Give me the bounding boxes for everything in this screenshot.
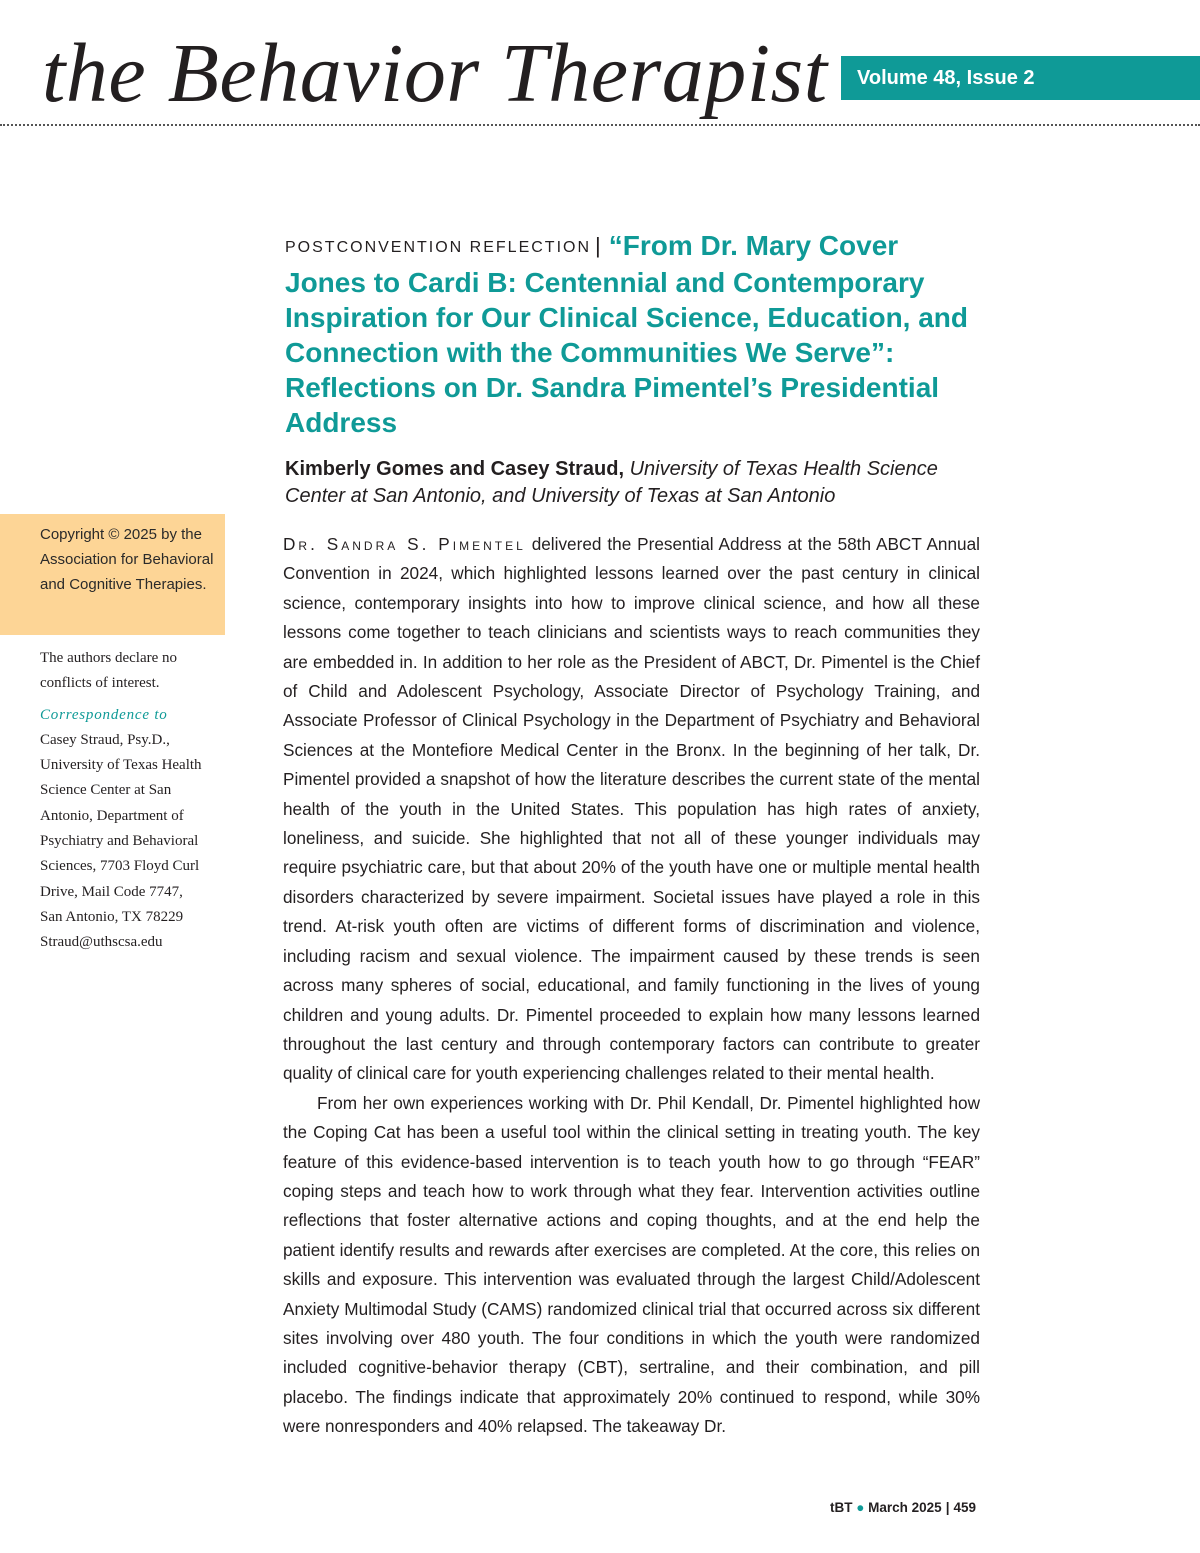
byline-affiliation: University of Texas Health Science Center at San Antonio, and University of Texas at San Antonio [285, 458, 938, 507]
correspondence-city: San Antonio, TX 78229 [40, 908, 184, 925]
lead-in-small-caps: Dr. Sandra S. Pimentel [283, 534, 526, 554]
body-paragraph-1 [283, 530, 980, 1089]
article-header [285, 228, 975, 510]
page-footer [830, 1500, 976, 1515]
footer-dot-icon: ● [856, 1500, 865, 1515]
correspondence-email: Straud@uthscsa.edu [40, 934, 163, 951]
footer-journal: tBT [829, 1500, 853, 1515]
kicker-separator: | [595, 233, 601, 258]
byline-authors: Kimberly Gomes and Casey Straud, [285, 458, 625, 480]
copyright-notice: Copyright © 2025 by the Association for Behavioral and Cognitive Therapies. [0, 514, 225, 635]
article-title: “From Dr. Mary Cover Jones to Cardi B: Centennial and Contemporary Inspiration for Our Clinical Science, Education, and Connection with the Communities We Serve”: Reflections on Dr. Sandra Pimentel’s Presidential Address [285, 230, 969, 438]
conflict-statement: The authors declare no conflicts of interest. [40, 650, 178, 692]
masthead-divider [0, 124, 1200, 126]
article-body [283, 530, 980, 1442]
correspondence-name: Casey Straud, Psy.D., [40, 731, 170, 748]
body-paragraph-2: From her own experiences working with Dr. Phil Kendall, Dr. Pimentel highlighted how the Coping Cat has been a useful tool within the clinical setting in treating youth. The key feature of this evidence-based intervention is to teach youth how to go through “FEAR” coping steps and teach how to work through what they fear. Intervention activities outline reflections that foster alternative actions and coping thoughts, and at the end help the patient identify results and rewards after exercises are completed. At the core, this relies on skills and exposure. This intervention was evaluated through the largest Child/Adolescent Anxiety Multimodal Study (CAMS) randomized clinical trial that occurred across six different sites involving over 480 youth. The four conditions in which the youth were randomized included cognitive-behavior therapy (CBT), sertraline, and their combination, and pill placebo. The findings indicate that approximately 20% continued to respond, while 30% were nonresponders and 40% relapsed. The takeaway Dr. [283, 1092, 980, 1437]
sidebar-notes [40, 646, 225, 956]
byline [285, 456, 975, 510]
correspondence-address: University of Texas Health Science Center at San Antonio, Department of Psychiatry and Behavioral Sciences, 7703 Floyd Curl Drive, Mail Code 7747, [40, 757, 202, 900]
correspondence-label: Correspondence to [40, 706, 168, 723]
issue-badge: Volume 48, Issue 2 [841, 56, 1200, 100]
section-kicker: POSTCONVENTION REFLECTION [285, 239, 592, 256]
footer-date: March 2025 [868, 1500, 942, 1515]
page-number: 459 [953, 1500, 976, 1515]
footer-separator: | [945, 1500, 950, 1515]
masthead-title: the Behavior Therapist [42, 27, 828, 120]
paragraph-1-text: delivered the Presential Address at the 58th ABCT Annual Convention in 2024, which highlighted lessons learned over the past century in clinical science, contemporary insights into how to improve clinical science, and how all these lessons come together to teach clinicians and scientists ways to reach communities they are embedded in. In addition to her role as the President of ABCT, Dr. Pimentel is the Chief of Child and Adolescent Psychology, Associate Director of Psychology Training, and Associate Professor of Clinical Psychology in the Department of Psychiatry and Behavioral Sciences at the Montefiore Medical Center in the Bronx. In the beginning of her talk, Dr. Pimentel provided a snapshot of how the literature describes the current state of the mental health of the youth in the United States. This population has high rates of anxiety, loneliness, and suicide. She highlighted that not all of these younger individuals may require psychiatric care, but that about 20% of the youth have one or multiple mental health disorders characterized by severe impairment. Societal issues have played a role in this trend. At-risk youth often are victims of different forms of discrimination and violence, including racism and sexual violence. The impairment caused by these trends is seen across many spheres of social, educational, and family functioning in the lives of young children and young adults. Dr. Pimentel proceeded to explain how many lessons learned throughout the last century and through contemporary factors can contribute to greater quality of clinical care for youth experiencing challenges related to their mental health. [283, 534, 980, 1084]
article-headline [285, 228, 975, 440]
